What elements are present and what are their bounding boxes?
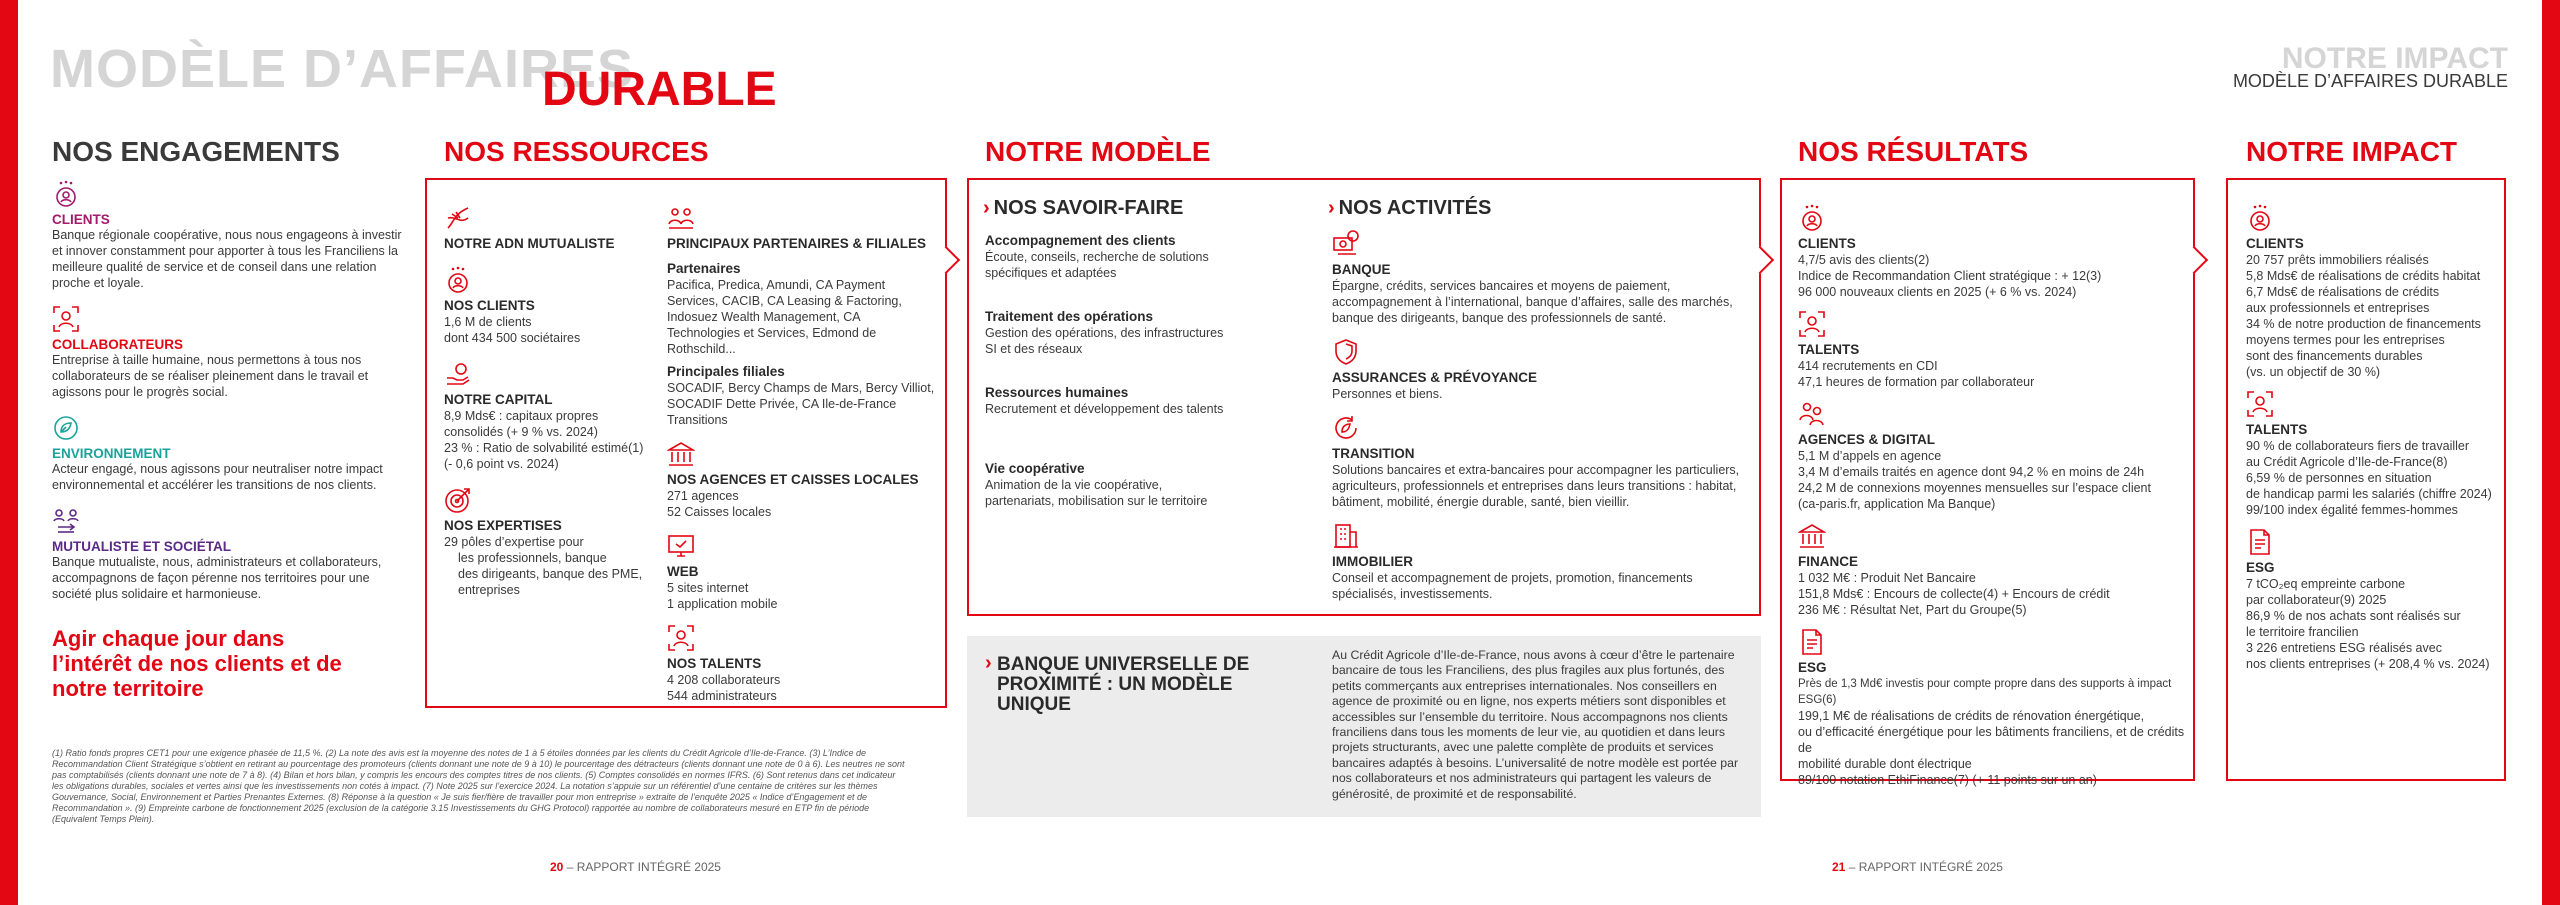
agences-label: NOS AGENCES ET CAISSES LOCALES — [667, 472, 919, 487]
resultat-label: AGENCES & DIGITAL — [1798, 432, 1936, 447]
impact-line: moyens termes pour les entreprises — [2246, 333, 2445, 347]
person-focus-icon — [667, 624, 695, 652]
ressource-line: 23 % : Ratio de solvabilité estimé(1) — [444, 441, 644, 455]
impact-line: au Crédit Agricole d’Ile-de-France(8) — [2246, 455, 2448, 469]
ressources-right-column — [667, 204, 935, 704]
target-icon — [444, 486, 472, 514]
impact-list — [2246, 204, 2502, 672]
activites-title: NOS ACTIVITÉS — [1338, 197, 1492, 219]
resultat-line: Près de 1,3 Md€ investis pour compte propre dans des supports à impact ESG(6) — [1798, 678, 2172, 706]
resultat-line: 414 recrutements en CDI — [1798, 359, 1938, 373]
ressource-label: NOTRE ADN MUTUALISTE — [444, 236, 615, 251]
building-icon — [1332, 522, 1360, 550]
page-number-right-text: – RAPPORT INTÉGRÉ 2025 — [1845, 860, 2003, 874]
ressource-line: 29 pôles d’expertise pour — [444, 535, 584, 549]
impact-line: 5,8 Mds€ de réalisations de crédits habitat — [2246, 269, 2481, 283]
resultat-line: 47,1 heures de formation par collaborateur — [1798, 375, 2035, 389]
page-number-right-num: 21 — [1832, 860, 1846, 874]
savoir-faire-item-title: Vie coopérative — [985, 461, 1085, 476]
resultat-line: (ca-paris.fr, application Ma Banque) — [1798, 497, 1996, 511]
ressource-line: 1,6 M de clients — [444, 315, 532, 329]
leaf-globe-icon — [52, 414, 80, 442]
resultat-line: 236 M€ : Résultat Net, Part du Groupe(5) — [1798, 603, 2027, 617]
person-focus-icon — [52, 305, 80, 333]
impact-line: 20 757 prêts immobiliers réalisés — [2246, 253, 2429, 267]
web-line: 5 sites internet — [667, 581, 749, 595]
engagement-item — [52, 507, 407, 602]
ressource-item — [444, 204, 654, 252]
activite-label: IMMOBILIER — [1332, 554, 1413, 569]
activite-label: ASSURANCES & PRÉVOYANCE — [1332, 370, 1538, 385]
resultat-line: 5,1 M d’appels en agence — [1798, 449, 1942, 463]
resultat-line: 3,4 M d’emails traités en agence dont 94,2 % en moins de 24h — [1798, 465, 2145, 479]
savoir-faire-item-title: Traitement des opérations — [985, 309, 1154, 324]
document-icon — [1798, 628, 1826, 656]
impact-line: 34 % de notre production de financements — [2246, 317, 2481, 331]
engagement-text: Banque mutualiste, nous, administrateurs et collaborateurs, accompagnons de façon pérenne nos territoires pour une société plus solidaire et harmonieuse. — [52, 555, 382, 601]
engagement-label: ENVIRONNEMENT — [52, 446, 171, 461]
savoir-faire-item-title: Accompagnement des clients — [985, 233, 1176, 248]
web-line: 1 application mobile — [667, 597, 778, 611]
engagement-text: Entreprise à taille humaine, nous permettons à tous nos collaborateurs de se réaliser pleinement dans le travail et agissons pour le progrès social. — [52, 353, 369, 399]
left-red-edge — [0, 0, 18, 905]
filiales-text: SOCADIF, Bercy Champs de Mars, Bercy Villiot, SOCADIF Dette Privée, CA Ile-de-France Transitions — [667, 381, 935, 427]
activite-item — [1332, 338, 1742, 402]
ressource-line: des dirigeants, banque des PME, — [458, 567, 643, 581]
resultat-line: 199,1 M€ de réalisations de crédits de rénovation énergétique, — [1798, 709, 2145, 723]
stars-person-icon — [444, 266, 472, 294]
page-number-left — [550, 860, 721, 874]
engagement-label: CLIENTS — [52, 212, 110, 227]
impact-label: CLIENTS — [2246, 236, 2304, 251]
engagements-list — [52, 180, 407, 616]
savoir-faire-heading: › NOS SAVOIR-FAIRE — [983, 197, 1184, 219]
universelle-heading — [985, 652, 1275, 715]
page-number-right — [1832, 860, 2003, 874]
money-icon — [1332, 230, 1360, 258]
activites-heading: › NOS ACTIVITÉS — [1328, 197, 1492, 219]
impact-line: 90 % de collaborateurs fiers de travailler — [2246, 439, 2470, 453]
impact-line: le territoire francilien — [2246, 625, 2359, 639]
activite-label: TRANSITION — [1332, 446, 1415, 461]
impact-line: 86,9 % de nos achats sont réalisés sur — [2246, 609, 2461, 623]
ressource-line: les professionnels, banque — [458, 551, 607, 565]
impact-line: par collaborateur(9) 2025 — [2246, 593, 2387, 607]
talents-line: 544 administrateurs — [667, 689, 777, 703]
activite-item — [1332, 230, 1742, 326]
web-label: WEB — [667, 564, 699, 579]
people-exchange-icon — [52, 507, 80, 535]
impact-line: (vs. un objectif de 30 %) — [2246, 365, 2381, 379]
resultat-label: TALENTS — [1798, 342, 1860, 357]
hand-coin-icon — [444, 360, 472, 388]
stars-person-icon — [2246, 204, 2274, 232]
impact-line: 6,59 % de personnes en situation — [2246, 471, 2432, 485]
resultat-line: 96 000 nouveaux clients en 2025 (+ 6 % vs. 2024) — [1798, 285, 2077, 299]
page-title-grey: MODÈLE D’AFFAIRES — [50, 39, 635, 99]
engagements-slogan: Agir chaque jour dans l’intérêt de nos clients et de notre territoire — [52, 626, 342, 701]
resultat-line: 4,7/5 avis des clients(2) — [1798, 253, 1930, 267]
web-block — [667, 532, 935, 612]
bank-icon — [1798, 522, 1826, 550]
stars-person-icon — [1798, 204, 1826, 232]
impact-line: nos clients entreprises (+ 208,4 % vs. 2024) — [2246, 657, 2490, 671]
ressource-label: NOS CLIENTS — [444, 298, 535, 313]
section-subtitle: MODÈLE D’AFFAIRES DURABLE — [2232, 71, 2508, 91]
dna-icon — [444, 204, 472, 232]
agences-line: 52 Caisses locales — [667, 505, 772, 519]
partenaires-text: Pacifica, Predica, Amundi, CA Payment Services, CACIB, CA Leasing & Factoring, Indosuez Wealth Management, CA Technologies et Services, Edmond de Rothschild... — [667, 278, 902, 356]
savoir-faire-item-title: Ressources humaines — [985, 385, 1129, 400]
ressource-line: consolidés (+ 9 % vs. 2024) — [444, 425, 598, 439]
engagement-item — [52, 180, 407, 291]
impact-item — [2246, 390, 2502, 518]
resultat-line: 24,2 M de connexions moyennes mensuelles sur l’espace client — [1798, 481, 2151, 495]
shield-icon — [1332, 338, 1360, 366]
savoir-faire-item-text: Animation de la vie coopérative, partenariats, mobilisation sur le territoire — [985, 478, 1208, 508]
engagement-label: COLLABORATEURS — [52, 337, 183, 352]
engagement-item — [52, 305, 407, 400]
resultat-line: Indice de Recommandation Client stratégique : + 12(3) — [1798, 269, 2102, 283]
engagement-text: Acteur engagé, nous agissons pour neutraliser notre impact environnemental et accélérer les transitions de nos clients. — [52, 462, 383, 492]
activite-text: Solutions bancaires et extra-bancaires pour accompagner les particuliers, agriculteurs, professionnels et entreprises dans leurs transitions : habitat, bâtiment, mobilité, énergie durable, santé, bien vieillir. — [1332, 463, 1740, 509]
section-title-grey: NOTRE IMPACT — [2281, 42, 2508, 75]
resultats-heading: NOS RÉSULTATS — [1798, 136, 2029, 167]
impact-line: de handicap parmi les salariés (chiffre 2024) — [2246, 487, 2492, 501]
bank-icon — [667, 440, 695, 468]
impact-line: 99/100 index égalité femmes-hommes — [2246, 503, 2458, 517]
impact-line: 3 226 entretiens ESG réalisés avec — [2246, 641, 2442, 655]
agences-line: 271 agences — [667, 489, 739, 503]
ressource-item — [444, 266, 654, 346]
modele-heading: NOTRE MODÈLE — [985, 136, 1211, 167]
engagement-item — [52, 414, 407, 493]
resultat-item — [1798, 522, 2190, 618]
resultat-item — [1798, 310, 2190, 390]
resultat-line: 151,8 Mds€ : Encours de collecte(4) + Encours de crédit — [1798, 587, 2110, 601]
activite-text: Personnes et biens. — [1332, 387, 1443, 401]
people-group-icon — [1798, 400, 1826, 428]
savoir-faire-item-text: Écoute, conseils, recherche de solutions spécifiques et adaptées — [985, 250, 1209, 280]
talents-label: NOS TALENTS — [667, 656, 762, 671]
page-number-left-num: 20 — [550, 860, 564, 874]
activite-item — [1332, 522, 1742, 602]
impact-heading: NOTRE IMPACT — [2246, 136, 2458, 167]
impact-item — [2246, 528, 2502, 672]
transition-icon — [1332, 414, 1360, 442]
resultats-list — [1798, 204, 2190, 788]
engagement-text: Banque régionale coopérative, nous nous engageons à investir et innover constamment pour apporter à tous les Franciliens la meilleure qualité de service et de conseil dans une relation proche et loyale. — [52, 228, 402, 290]
resultat-line: mobilité durable dont électrique — [1798, 757, 1972, 771]
partenaires-title: Partenaires — [667, 261, 741, 276]
talents-block — [667, 624, 935, 704]
right-red-edge — [2542, 0, 2560, 905]
activite-text: Conseil et accompagnement de projets, promotion, financements spécialisés, investissements. — [1332, 571, 1693, 601]
impact-line: aux professionnels et entreprises — [2246, 301, 2430, 315]
ressource-label: NOS EXPERTISES — [444, 518, 562, 533]
resultat-item — [1798, 628, 2190, 788]
ressource-item — [444, 360, 654, 472]
resultat-item — [1798, 204, 2190, 300]
ressource-line: entreprises — [458, 583, 520, 597]
page-title-red: DURABLE — [542, 63, 777, 116]
impact-line: 6,7 Mds€ de réalisations de crédits — [2246, 285, 2440, 299]
resultat-line: 89/100 notation EthiFinance(7) (+ 11 points sur un an) — [1798, 773, 2097, 787]
ressource-item — [444, 486, 654, 598]
agences-block — [667, 440, 935, 520]
engagements-heading: NOS ENGAGEMENTS — [52, 136, 340, 167]
activite-item — [1332, 414, 1742, 510]
ressource-line: (- 0,6 point vs. 2024) — [444, 457, 559, 471]
document-icon — [2246, 528, 2274, 556]
person-focus-icon — [2246, 390, 2274, 418]
savoir-faire-list — [985, 232, 1225, 509]
savoir-faire-item-text: Gestion des opérations, des infrastructures SI et des réseaux — [985, 326, 1224, 356]
activites-list — [1332, 230, 1742, 602]
resultat-item — [1798, 400, 2190, 512]
web-icon — [667, 532, 695, 560]
ressource-line: dont 434 500 sociétaires — [444, 331, 581, 345]
page-number-left-text: – RAPPORT INTÉGRÉ 2025 — [563, 860, 721, 874]
talents-line: 4 208 collaborateurs — [667, 673, 781, 687]
impact-line: sont des financements durables — [2246, 349, 2423, 363]
savoir-faire-item — [985, 384, 1225, 460]
savoir-faire-item — [985, 232, 1225, 308]
footnotes: (1) Ratio fonds propres CET1 pour une exigence phasée de 11,5 %. (2) La note des avis est la moyenne des notes de 1 à 5 étoiles données par les clients du Crédit Agricole d’Ile-de-France. (3) L’Indice de Recommandation Client Stratégique s’obtient en retirant au pourcentage des promoteurs (clients donnant une note de 9 à 10) le pourcentage des détracteurs (clients donnant une note de 0 à 6). Les neutres ne sont pas comptabilisés (clients donnant une note de 7 à 8). (4) Bilan et hors bilan, y compris les encours des comptes titres de nos clients. (5) Comptes consolidés en normes IFRS. (6) Sont retenus dans cet indicateur les obligations durables, sociales et vertes ainsi que les investissements non cotés à impact. (7) Note 2025 sur l’exercice 2024. La notation s’appuie sur un référentiel d’une centaine de critères sur les thèmes Gouvernance, Social, Environnement et Parties Prenantes Externes. (8) Réponse à la question « Je suis fier/fière de travailler pour mon entreprise » extraite de l’enquête 2025 « Indice d’Engagement et de Recommandation ». (9) Empreinte carbone de fonctionnement 2025 (exclusion de la catégorie 3.15 Investissements du GHG Protocol) rapportée au nombre de collaborateurs mesuré en ETP fin de période (Equivalent Temps Plein). — [52, 748, 905, 824]
partners-label: PRINCIPAUX PARTENAIRES & FILIALES — [667, 236, 927, 251]
activite-text: Épargne, crédits, services bancaires et moyens de paiement, accompagnement à l’international, banque d’affaires, salle des marchés, banque des dirigeants, banque des professionnels de santé. — [1332, 279, 1733, 325]
universelle-text: Au Crédit Agricole d’Ile-de-France, nous avons à cœur d’être le partenaire bancaire de tous les Franciliens, des plus fragiles aux plus fortunés, des petits commerçants aux entreprises internationales. Nos conseillers en agence de proximité ou en ligne, nos experts métiers sont disponibles et accessibles sur l’ensemble du territoire. Nous accompagnons nos clients franciliens dans tous les moments de leur vie, au quotidien et dans leurs projets structurants, avec une palette complète de produits et services bancaires adaptés à besoins. L’universalité de notre modèle est portée par nos collaborateurs et nos administrateurs qui partagent les valeurs de générosité, de proximité et de responsabilité. — [1332, 648, 1739, 801]
filiales-title: Principales filiales — [667, 364, 785, 379]
partners-icon — [667, 204, 695, 232]
savoir-faire-item — [985, 308, 1225, 384]
ressource-line: 8,9 Mds€ : capitaux propres — [444, 409, 599, 423]
ressource-label: NOTRE CAPITAL — [444, 392, 553, 407]
universelle-title: BANQUE UNIVERSELLE DE PROXIMITÉ : UN MODÈLE UNIQUE — [997, 654, 1250, 715]
resultat-label: FINANCE — [1798, 554, 1858, 569]
savoir-faire-title: NOS SAVOIR-FAIRE — [993, 197, 1184, 219]
ressources-left-column — [444, 204, 654, 598]
impact-label: TALENTS — [2246, 422, 2308, 437]
resultat-label: ESG — [1798, 660, 1827, 675]
activite-label: BANQUE — [1332, 262, 1391, 277]
impact-label: ESG — [2246, 560, 2275, 575]
chevron-right-icon: › — [985, 652, 992, 674]
ressources-heading: NOS RESSOURCES — [444, 136, 709, 167]
savoir-faire-item-text: Recrutement et développement des talents — [985, 402, 1224, 416]
impact-item — [2246, 204, 2502, 380]
engagement-label: MUTUALISTE ET SOCIÉTAL — [52, 539, 231, 554]
resultat-label: CLIENTS — [1798, 236, 1856, 251]
resultat-line: ou d’efficacité énergétique pour les bâtiments franciliens, et de crédits de — [1798, 725, 2185, 755]
partners-block — [667, 204, 935, 428]
person-focus-icon — [1798, 310, 1826, 338]
resultat-line: 1 032 M€ : Produit Net Bancaire — [1798, 571, 1976, 585]
stars-person-icon — [52, 180, 80, 208]
savoir-faire-item — [985, 460, 1225, 509]
impact-line: 7 tCO₂eq empreinte carbone — [2246, 577, 2406, 591]
